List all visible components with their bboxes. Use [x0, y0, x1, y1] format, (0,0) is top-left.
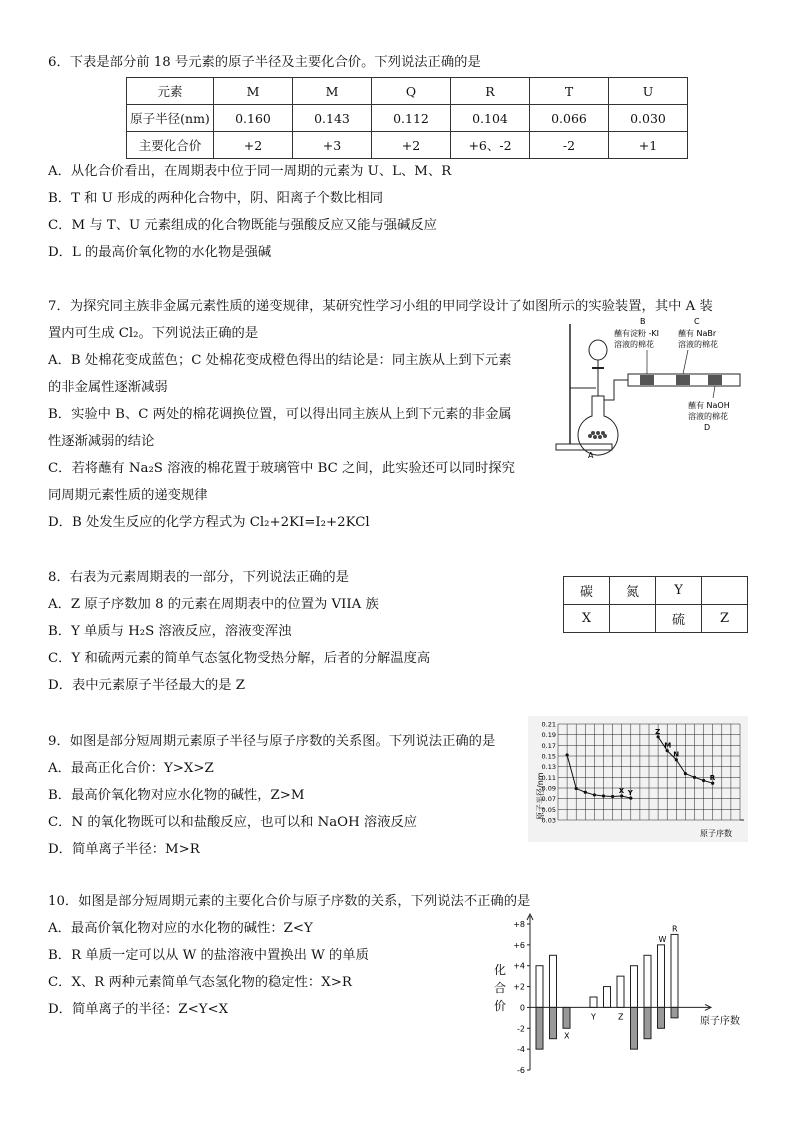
- table-cell: 主要化合价: [127, 132, 214, 159]
- c-note-line-1: 蘸有 NaBr: [678, 329, 717, 338]
- q9-atomic-radius-chart: [528, 716, 748, 842]
- table-cell: +1: [609, 132, 688, 159]
- y-tick-label: 0.09: [541, 784, 556, 793]
- table-row: [564, 605, 748, 633]
- q7-stem-line-2: 置内可生成 Cl₂。下列说法正确的是: [48, 326, 259, 341]
- q10-option-d: D．简单离子的半径：Z<Y<X: [48, 1002, 229, 1017]
- q6-option-a: A．从化合价看出，在周期表中位于同一周期的元素为 U、L、M、R: [48, 164, 452, 179]
- table-cell: -2: [530, 132, 609, 159]
- label-b: B: [640, 318, 646, 326]
- q9-option-b: B．最高价氧化物对应水化物的碱性，Z>M: [48, 788, 305, 803]
- q7-apparatus-figure: [548, 318, 748, 458]
- y-tick-label: 0.13: [541, 763, 556, 772]
- q7-option-c: C．若将蘸有 Na₂S 溶液的棉花置于玻璃管中 BC 之间，此实验还可以同时探究: [48, 461, 515, 476]
- negative-bar: [536, 1007, 543, 1049]
- table-cell: 0.066: [530, 105, 609, 132]
- positive-bar: [617, 976, 624, 1007]
- positive-bar: [604, 987, 611, 1008]
- x-axis-label: 原子序数: [700, 1016, 740, 1027]
- q8-option-a: A．Z 原子序数加 8 的元素在周期表中的位置为 VIIA 族: [48, 597, 379, 612]
- table-cell: +2: [372, 132, 451, 159]
- q7-option-a: A．B 处棉花变成蓝色；C 处棉花变成橙色得出的结论是：同主族从上到下元素: [48, 353, 512, 368]
- data-point: [593, 793, 596, 796]
- cotton-c: [676, 375, 690, 385]
- y-tick-label: 0.15: [541, 752, 556, 761]
- q7-option-a-cont: 的非金属性逐渐减弱: [48, 380, 168, 395]
- d-pointer: [713, 386, 715, 398]
- y-tick-label: 0.19: [541, 731, 556, 740]
- q8-option-b: B．Y 单质与 H₂S 溶液反应，溶液变浑浊: [48, 624, 292, 639]
- y-tick-label: -2: [517, 1024, 525, 1034]
- table-cell: 碳: [564, 577, 610, 605]
- data-point: [566, 753, 569, 756]
- table-cell: U: [609, 78, 688, 105]
- y-tick-label: +4: [513, 961, 525, 971]
- y-tick-label: 0.11: [541, 773, 556, 782]
- table-cell: M: [293, 78, 372, 105]
- q10-valence-chart: [488, 912, 758, 1078]
- y-axis-label: 原子半径/nm: [536, 772, 545, 820]
- data-point: [602, 794, 605, 797]
- q6-table: [126, 77, 688, 159]
- q6-stem: 6．下表是部分前 18 号元素的原子半径及主要化合价。下列说法正确的是: [48, 55, 481, 70]
- bar-label: X: [564, 1031, 570, 1041]
- table-cell: 0.104: [451, 105, 530, 132]
- table-row: [127, 105, 688, 132]
- q6-option-d: D．L 的最高价氧化物的水化物是强碱: [48, 245, 272, 260]
- positive-bar: [536, 966, 543, 1008]
- q6-option-b: B．T 和 U 形成的两种化合物中，阴、阳离子个数比相同: [48, 191, 384, 206]
- cotton-b: [640, 375, 654, 385]
- positive-bar: [631, 966, 638, 1008]
- q8-option-c: C．Y 和硫两元素的简单气态氢化物受热分解，后者的分解温度高: [48, 651, 431, 666]
- data-point: [584, 791, 587, 794]
- negative-bar: [644, 1007, 651, 1038]
- table-cell: 氮: [610, 577, 656, 605]
- negative-bar: [671, 1007, 678, 1017]
- table-row: [127, 132, 688, 159]
- y-tick-label: -6: [517, 1066, 525, 1075]
- data-point: [684, 772, 687, 775]
- table-cell: Q: [372, 78, 451, 105]
- point-label: M: [664, 741, 672, 750]
- y-tick-label: 0: [519, 1003, 525, 1013]
- q8-option-d: D．表中元素原子半径最大的是 Z: [48, 678, 245, 693]
- bar-label: R: [672, 924, 678, 934]
- table-cell: +6、-2: [451, 132, 530, 159]
- table-row: [127, 78, 688, 105]
- table-cell: [610, 605, 656, 633]
- y-tick-label: 0.03: [541, 816, 556, 825]
- flask-contents: [588, 431, 607, 439]
- q7-option-b-cont: 性逐渐减弱的结论: [48, 434, 155, 449]
- table-cell: 0.112: [372, 105, 451, 132]
- c-pointer: [683, 350, 688, 374]
- q9-stem: 9．如图是部分短周期元素原子半径与原子序数的关系图。下列说法正确的是: [48, 734, 496, 749]
- table-cell: T: [530, 78, 609, 105]
- q10-stem: 10．如图是部分短周期元素的主要化合价与原子序数的关系，下列说法不正确的是: [48, 894, 531, 909]
- y-tick-label: +6: [513, 940, 525, 950]
- table-cell: 原子半径(nm): [127, 105, 214, 132]
- y-tick-label: -4: [517, 1045, 525, 1055]
- point-label: X: [618, 787, 625, 795]
- point-label: Z: [655, 727, 661, 736]
- q8-stem: 8．右表为元素周期表的一部分，下列说法正确的是: [48, 570, 349, 585]
- q10-option-b: B．R 单质一定可以从 W 的盐溶液中置换出 W 的单质: [48, 948, 369, 963]
- table-cell: [702, 577, 748, 605]
- positive-bar: [590, 997, 597, 1007]
- b-note-line-1: 蘸有淀粉 -KI: [614, 329, 660, 338]
- table-row: [564, 577, 748, 605]
- table-cell: 0.160: [214, 105, 293, 132]
- data-point: [693, 776, 696, 779]
- table-cell: +3: [293, 132, 372, 159]
- table-cell: 硫: [656, 605, 702, 633]
- bar-label: Y: [591, 1012, 596, 1022]
- table-cell: 0.030: [609, 105, 688, 132]
- q7-option-b: B．实验中 B、C 两处的棉花调换位置，可以得出同主族从上到下元素的非金属: [48, 407, 512, 422]
- d-note-line-1: 蘸有 NaOH: [688, 401, 730, 410]
- table-cell: Z: [702, 605, 748, 633]
- y-tick-label: +8: [513, 920, 525, 929]
- negative-bar: [550, 1007, 557, 1038]
- table-cell: +2: [214, 132, 293, 159]
- q9-option-a: A．最高正化合价：Y>X>Z: [48, 761, 214, 776]
- negative-bar: [658, 1007, 665, 1028]
- y-tick-label: 0.17: [541, 741, 556, 750]
- positive-bar: [644, 955, 651, 1007]
- b-note-line-2: 溶液的棉花: [614, 340, 654, 349]
- point-label: Y: [627, 789, 633, 798]
- y-axis-label: 化合价: [494, 963, 507, 1013]
- y-tick-label: 0.07: [541, 795, 556, 804]
- positive-bar: [550, 955, 557, 1007]
- positive-bar: [671, 934, 678, 1007]
- bar-label: Z: [618, 1012, 624, 1022]
- x-axis-label: 原子序数: [700, 829, 732, 838]
- table-cell: M: [214, 78, 293, 105]
- q7-stem-line-1: 7．为探究同主族非金属元素性质的递变规律，某研究性学习小组的甲同学设计了如图所示的实验装置，其中 A 装: [48, 299, 713, 314]
- label-a: A: [588, 451, 594, 458]
- funnel-bulb: [589, 340, 607, 360]
- negative-bar: [563, 1007, 570, 1028]
- point-label: N: [673, 750, 680, 759]
- label-d: D: [704, 423, 711, 432]
- y-tick-label: 0.05: [541, 805, 556, 814]
- d-note-line-2: 溶液的棉花: [688, 412, 728, 421]
- connecting-tube: [604, 380, 628, 400]
- q9-option-d: D．简单离子半径：M>R: [48, 842, 200, 857]
- table-cell: 0.143: [293, 105, 372, 132]
- q10-option-c: C．X、R 两种元素简单气态氢化物的稳定性：X>R: [48, 975, 352, 990]
- cotton-d: [708, 375, 722, 385]
- q10-option-a: A．最高价氧化物对应的水化物的碱性：Z<Y: [48, 921, 313, 936]
- positive-bar: [658, 945, 665, 1008]
- q8-periodic-table-fragment: [563, 576, 748, 633]
- data-point: [702, 779, 705, 782]
- table-cell: R: [451, 78, 530, 105]
- bar-label: W: [658, 934, 667, 944]
- c-note-line-2: 溶液的棉花: [678, 340, 718, 349]
- q7-option-c-cont: 同周期元素性质的递变规律: [48, 488, 208, 503]
- label-c: C: [694, 318, 700, 326]
- table-cell: X: [564, 605, 610, 633]
- table-cell: Y: [656, 577, 702, 605]
- data-point: [611, 795, 614, 798]
- y-tick-label: +2: [513, 982, 525, 992]
- table-cell: 元素: [127, 78, 214, 105]
- y-tick-label: 0.21: [541, 720, 556, 729]
- data-point: [575, 787, 578, 790]
- point-label: R: [709, 774, 716, 783]
- negative-bar: [631, 1007, 638, 1049]
- q6-option-c: C．M 与 T、U 元素组成的化合物既能与强酸反应又能与强碱反应: [48, 218, 437, 233]
- q7-option-d: D．B 处发生反应的化学方程式为 Cl₂+2KI=I₂+2KCl: [48, 515, 370, 530]
- q9-option-c: C．N 的氧化物既可以和盐酸反应，也可以和 NaOH 溶液反应: [48, 815, 418, 830]
